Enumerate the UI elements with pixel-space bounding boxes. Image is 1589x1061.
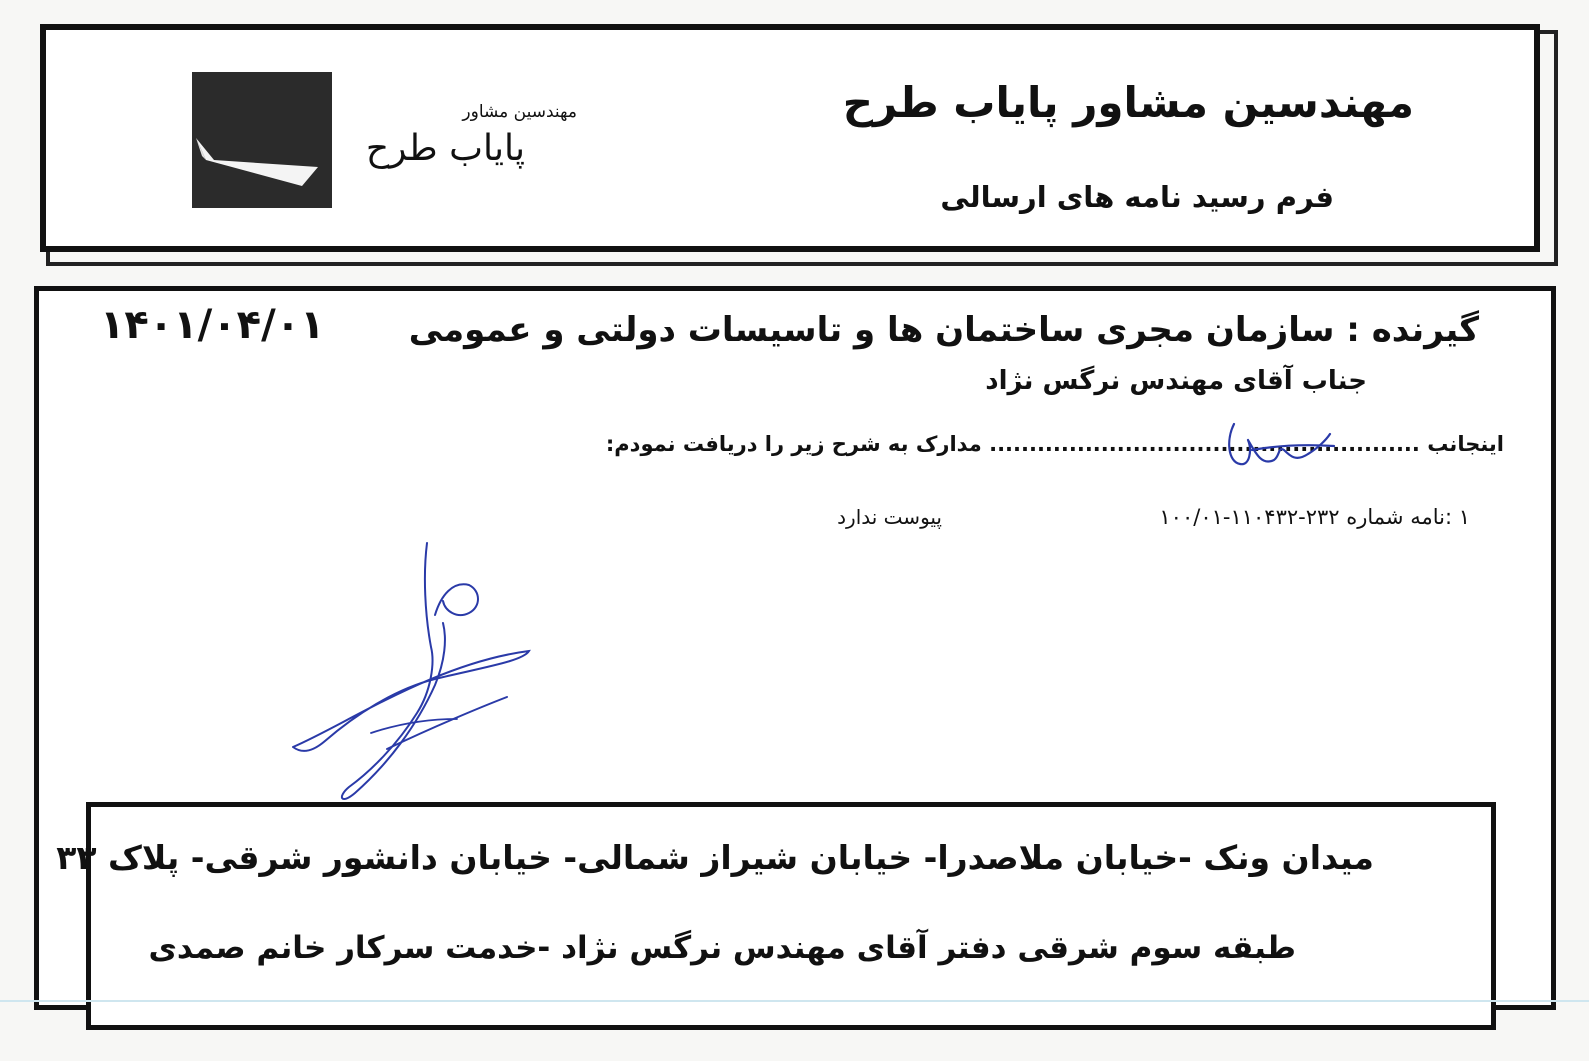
handwritten-name-signature (1222, 410, 1342, 476)
signature (285, 535, 545, 805)
company-logo-mark (192, 72, 332, 208)
logo-brand-name: پایاب طرح (365, 128, 525, 169)
form-title: فرم رسید نامه های ارسالی (940, 180, 1334, 214)
address-frame (86, 802, 1496, 1030)
logo-subtitle: مهندسین مشاور (462, 102, 577, 122)
company-title: مهندسین مشاور پایاب طرح (842, 78, 1414, 127)
address-line-1: میدان ونک -خیابان ملاصدرا- خیابان شیراز شمالی- خیابان دانشور شرقی- پلاک ۳۳ (56, 838, 1374, 877)
recipient-line: گیرنده : سازمان مجری ساختمان ها و تاسیسات دولتی و عمومی (408, 310, 1479, 350)
document-date: ۱۴۰۱/۰۴/۰۱ (100, 302, 325, 348)
receipt-prefix: اینجانب (1427, 432, 1504, 456)
scan-artifact-line (0, 1000, 1589, 1002)
attention-line: جناب آقای مهندس نرگس نژاد (985, 366, 1367, 396)
list-item-letter-number: ۱ :نامه شماره ۲۳۲-۱۱۰۴۳۲-۱۰۰/۰۱ (1159, 505, 1470, 529)
list-item-attachment-status: پیوست ندارد (837, 505, 942, 529)
receipt-statement (606, 432, 1504, 456)
address-line-2: طبقه سوم شرقی دفتر آقای مهندس نرگس نژاد -خدمت سرکار خانم صمدی (148, 930, 1296, 966)
receipt-suffix: مدارک به شرح زیر را دریافت نمودم: (605, 432, 982, 456)
receipt-name-blank: ...................................................... (989, 432, 1420, 456)
